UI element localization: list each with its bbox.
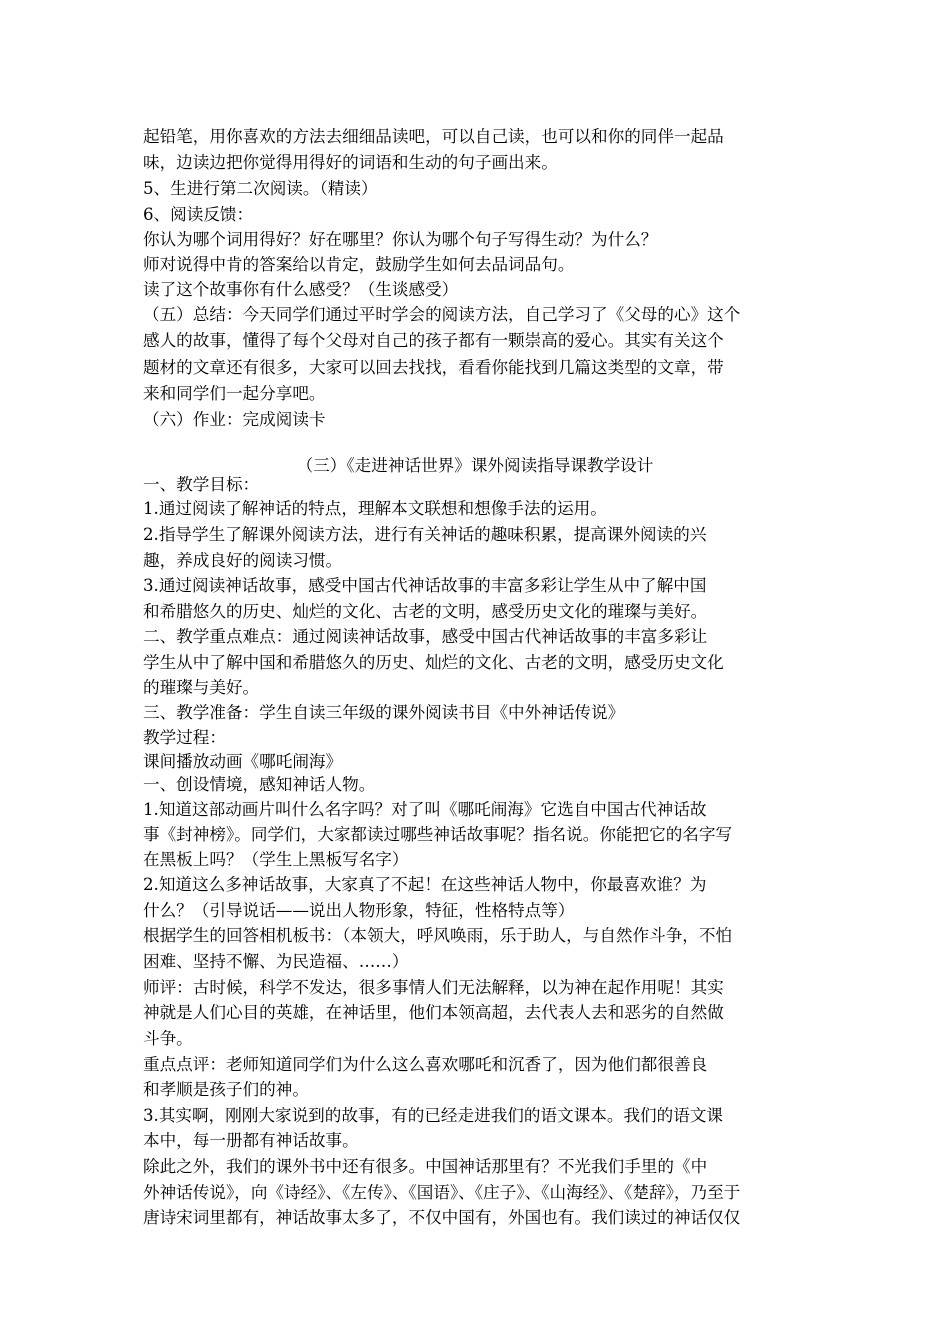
text-line: （五）总结：今天同学们通过平时学会的阅读方法，自己学习了《父母的心》这个 [143, 305, 741, 324]
text-line: 1.通过阅读了解神话的特点，理解本文联想和想像手法的运用。 [143, 499, 607, 518]
text-line: 3.其实啊，刚刚大家说到的故事，有的已经走进我们的语文课本。我们的语文课 [143, 1106, 724, 1125]
section-title: （三）《走进神话世界》课外阅读指导课教学设计 [296, 456, 654, 475]
text-line: 味，边读边把你觉得用得好的词语和生动的句子画出来。 [143, 153, 558, 172]
text-line: 感人的故事，懂得了每个父母对自己的孩子都有一颗崇高的爱心。其实有关这个 [143, 331, 724, 350]
text-line: 师对说得中肯的答案给以肯定，鼓励学生如何去品词品句。 [143, 255, 575, 274]
text-line: 教学过程： [143, 728, 226, 747]
text-line: 5、生进行第二次阅读。（精读） [143, 179, 378, 198]
text-line: 学生从中了解中国和希腊悠久的历史、灿烂的文化、古老的文明，感受历史文化 [143, 653, 724, 672]
text-line: 6、阅读反馈： [143, 205, 254, 224]
text-line: 根据学生的回答相机板书：（本领大，呼风唤雨，乐于助人，与自然作斗争，不怕 [143, 926, 733, 945]
text-line: 一、教学目标： [143, 475, 260, 494]
text-line: 题材的文章还有很多，大家可以回去找找，看看你能找到几篇这类型的文章，带 [143, 358, 724, 377]
text-line: 起铅笔，用你喜欢的方法去细细品读吧，可以自己读，也可以和你的同伴一起品 [143, 127, 724, 146]
text-line: 3.通过阅读神话故事，感受中国古代神话故事的丰富多彩让学生从中了解中国 [143, 576, 707, 595]
text-line: 2.知道这么多神话故事，大家真了不起！在这些神话人物中，你最喜欢谁？为 [143, 875, 707, 894]
text-line: 和希腊悠久的历史、灿烂的文化、古老的文明，感受历史文化的璀璨与美好。 [143, 602, 708, 621]
text-line: 课间播放动画《哪吒闹海》 [143, 752, 343, 771]
text-line: 来和同学们一起分享吧。 [143, 384, 326, 403]
text-line: 2.指导学生了解课外阅读方法，进行有关神话的趣味积累，提高课外阅读的兴 [143, 525, 707, 544]
text-line: 什么？（引导说话——说出人物形象，特征，性格特点等） [143, 901, 575, 920]
text-line: 1.知道这部动画片叫什么名字吗？对了叫《哪吒闹海》它选自中国古代神话故 [143, 800, 707, 819]
text-line: 二、教学重点难点：通过阅读神话故事，感受中国古代神话故事的丰富多彩让 [143, 627, 708, 646]
text-line: 读了这个故事你有什么感受？（生谈感受） [143, 280, 459, 299]
text-line: 你认为哪个词用得好？好在哪里？你认为哪个句子写得生动？为什么？ [143, 230, 658, 249]
text-line: 神就是人们心目的英雄，在神话里，他们本领高超，去代表人去和恶劣的自然做 [143, 1003, 724, 1022]
text-line: 一、创设情境，感知神话人物。 [143, 775, 376, 794]
text-line: 困难、坚持不懈、为民造福、……） [143, 952, 409, 971]
text-line: 师评：古时候，科学不发达，很多事情人们无法解释，以为神在起作用呢！其实 [143, 978, 724, 997]
text-line: 除此之外，我们的课外书中还有很多。中国神话那里有？不光我们手里的《中 [143, 1157, 708, 1176]
text-line: 和孝顺是孩子们的神。 [143, 1080, 309, 1099]
text-line: 本中，每一册都有神话故事。 [143, 1131, 359, 1150]
text-line: 趣，养成良好的阅读习惯。 [143, 551, 343, 570]
text-line: 外神话传说》，向《诗经》、《左传》、《国语》、《庄子》、《山海经》、《楚辞》，乃至于 [143, 1183, 741, 1202]
text-line: 三、教学准备：学生自读三年级的课外阅读书目《中外神话传说》 [143, 703, 625, 722]
text-line: （六）作业：完成阅读卡 [143, 410, 326, 429]
text-line: 唐诗宋词里都有，神话故事太多了，不仅中国有，外国也有。我们读过的神话仅仅 [143, 1208, 741, 1227]
text-line: 在黑板上吗？（学生上黑板写名字） [143, 850, 409, 869]
text-line: 事《封神榜》。同学们，大家都读过哪些神话故事呢？指名说。你能把它的名字写 [143, 825, 733, 844]
text-line: 斗争。 [143, 1029, 193, 1048]
text-line: 重点点评：老师知道同学们为什么这么喜欢哪吒和沉香了，因为他们都很善良 [143, 1055, 708, 1074]
text-line: 的璀璨与美好。 [143, 678, 260, 697]
